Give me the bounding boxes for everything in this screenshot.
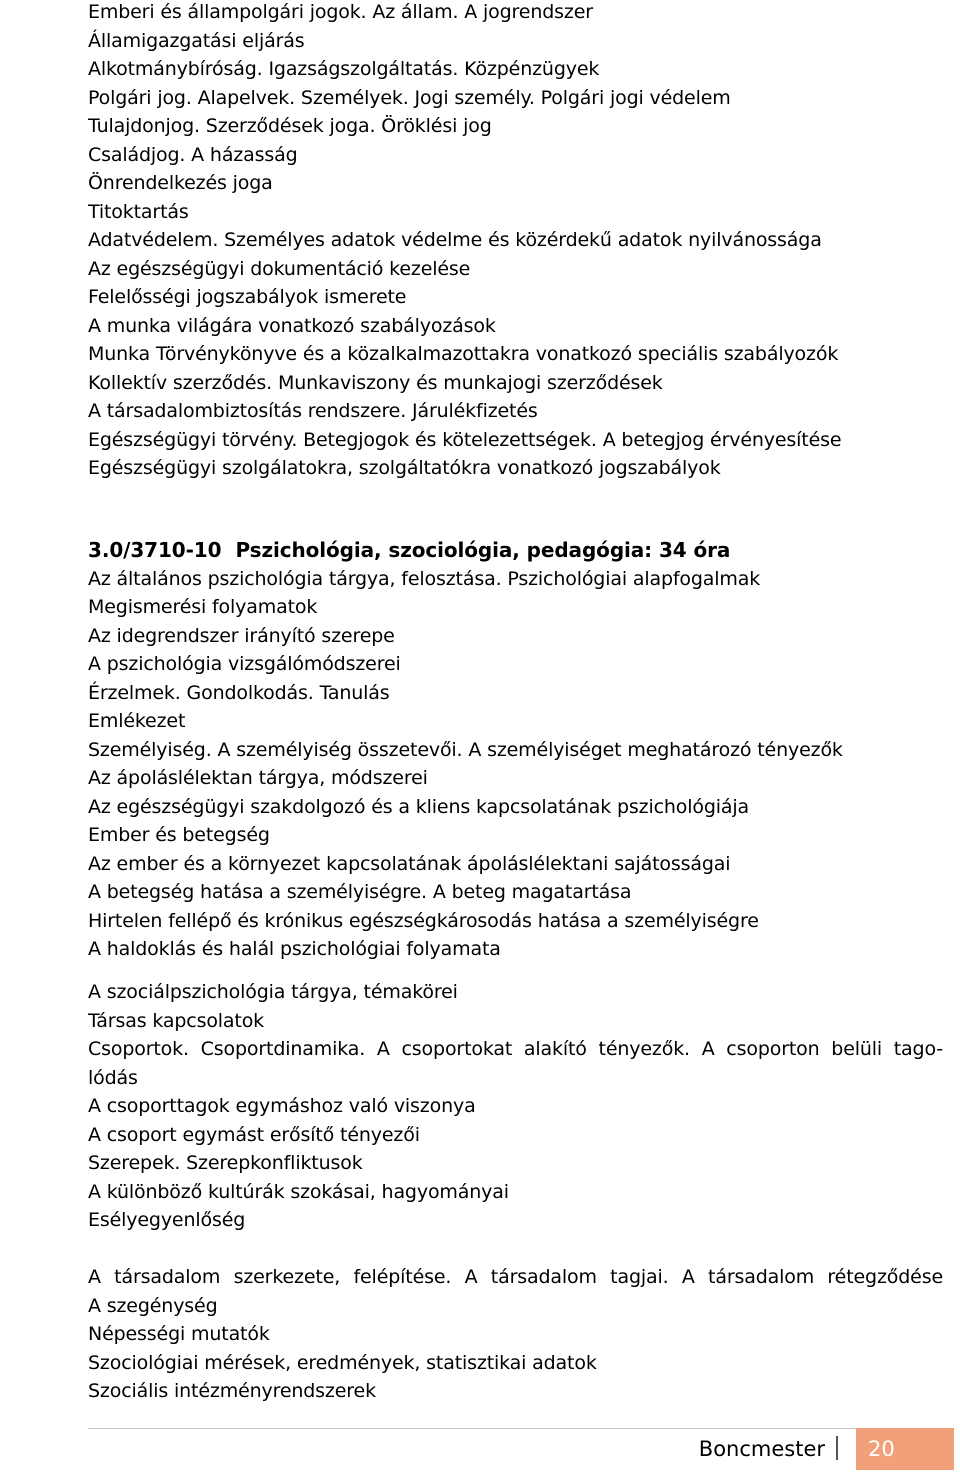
list-item: A munka világára vonatkozó szabályozások bbox=[88, 314, 496, 337]
list-item: A társadalom szerkezete, felépítése. A társadalom tagjai. A társadalom rétegződése bbox=[88, 1266, 943, 1288]
section-code: 3.0/3710-10 bbox=[88, 538, 222, 562]
list-item: Az ember és a környezet kapcsolatának ápoláslélektani sajátosságai bbox=[88, 852, 731, 875]
list-item: Szociális intézményrendszerek bbox=[88, 1380, 376, 1402]
list-item: Megismerési folyamatok bbox=[88, 596, 318, 618]
list-item: Egészségügyi törvény. Betegjogok és kötelezettségek. A betegjog érvényesítése bbox=[88, 428, 842, 451]
footer-brand: Boncmester bbox=[698, 1437, 825, 1461]
list-item: A szegénység bbox=[88, 1294, 218, 1317]
list-item: A különböző kultúrák szokásai, hagyományai bbox=[88, 1180, 509, 1203]
list-item: Személyiség. A személyiség összetevői. A személyiséget meghatározó tényezők bbox=[88, 738, 843, 761]
list-item: Hirtelen fellépő és krónikus egészségkárosodás hatása a személyiségre bbox=[88, 909, 759, 932]
list-item: Családjog. A házasság bbox=[88, 143, 298, 166]
section-heading bbox=[88, 536, 943, 565]
list-item: A csoporttagok egymáshoz való viszonya bbox=[88, 1095, 476, 1117]
footer-separator bbox=[836, 1436, 838, 1460]
page-number: 20 bbox=[868, 1437, 895, 1461]
list-item: A pszichológia vizsgálómódszerei bbox=[88, 653, 401, 675]
list-item: Egészségügyi szolgálatokra, szolgáltatókra vonatkozó jogszabályok bbox=[88, 457, 721, 479]
list-item: Önrendelkezés joga bbox=[88, 172, 273, 194]
legal-topics-list bbox=[88, 0, 943, 483]
list-item: Emlékezet bbox=[88, 710, 186, 732]
list-item: A társadalombiztosítás rendszere. Járulékfizetés bbox=[88, 400, 538, 422]
list-item: Ember és betegség bbox=[88, 824, 270, 846]
list-item: Népességi mutatók bbox=[88, 1323, 270, 1345]
list-item: Az általános pszichológia tárgya, felosztása. Pszichológiai alapfogalmak bbox=[88, 567, 761, 590]
list-item: Felelősségi jogszabályok ismerete bbox=[88, 286, 407, 308]
list-item: Alkotmánybíróság. Igazságszolgáltatás. Közpénzügyek bbox=[88, 58, 600, 80]
list-item: Szerepek. Szerepkonfliktusok bbox=[88, 1152, 363, 1174]
list-item: Érzelmek. Gondolkodás. Tanulás bbox=[88, 681, 390, 704]
page-number-box bbox=[856, 1428, 954, 1470]
list-item: A csoport egymást erősítő tényezői bbox=[88, 1123, 420, 1146]
list-item: Az ápoláslélektan tárgya, módszerei bbox=[88, 767, 428, 789]
list-item: Csoportok. Csoportdinamika. A csoportokat alakító tényezők. A csoporton belüli tago- bbox=[88, 1038, 943, 1060]
list-item: Munka Törvénykönyve és a közalkalmazottakra vonatkozó speciális szabályozók bbox=[88, 343, 839, 365]
list-item: Az egészségügyi szakdolgozó és a kliens kapcsolatának pszichológiája bbox=[88, 795, 749, 818]
social-psychology-list bbox=[88, 978, 943, 1235]
footer-divider bbox=[88, 1428, 954, 1429]
list-item: lódás bbox=[88, 1066, 138, 1089]
list-item: Társas kapcsolatok bbox=[88, 1009, 265, 1032]
list-item: Államigazgatási eljárás bbox=[88, 29, 305, 52]
psychology-section bbox=[88, 536, 943, 964]
list-item: Adatvédelem. Személyes adatok védelme és közérdekű adatok nyilvánossága bbox=[88, 229, 822, 251]
list-item: Titoktartás bbox=[88, 200, 189, 223]
list-item: A szociálpszichológia tárgya, témakörei bbox=[88, 981, 458, 1003]
list-item: Polgári jog. Alapelvek. Személyek. Jogi személy. Polgári jogi védelem bbox=[88, 86, 731, 109]
list-item: Kollektív szerződés. Munkaviszony és munkajogi szerződések bbox=[88, 371, 663, 394]
sociology-list bbox=[88, 1263, 943, 1406]
list-item: Az idegrendszer irányító szerepe bbox=[88, 624, 395, 647]
list-item: Szociológiai mérések, eredmények, statisztikai adatok bbox=[88, 1351, 597, 1374]
list-item: A haldoklás és halál pszichológiai folyamata bbox=[88, 938, 501, 960]
list-item: Tulajdonjog. Szerződések joga. Öröklési jog bbox=[88, 115, 492, 137]
list-item: Az egészségügyi dokumentáció kezelése bbox=[88, 257, 471, 280]
section-title: Pszichológia, szociológia, pedagógia: 34 óra bbox=[235, 538, 731, 562]
list-item: Emberi és állampolgári jogok. Az állam. A jogrendszer bbox=[88, 1, 593, 23]
list-item: A betegség hatása a személyiségre. A beteg magatartása bbox=[88, 881, 632, 903]
list-item: Esélyegyenlőség bbox=[88, 1209, 246, 1231]
